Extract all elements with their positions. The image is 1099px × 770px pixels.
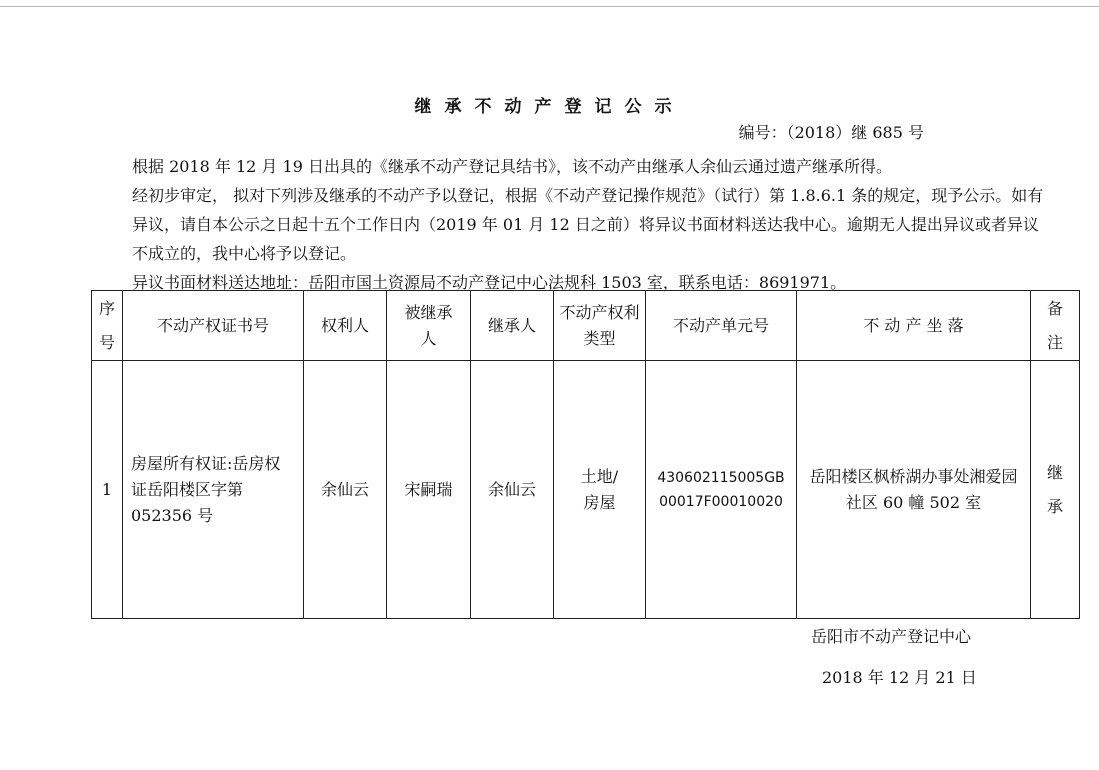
signing-date: 2018 年 12 月 21 日 (822, 668, 977, 687)
header-owner: 权利人 (304, 291, 387, 361)
document-number: 编号：（2018）继 685 号 (738, 123, 924, 142)
paragraph-text: 根据 2018 年 12 月 19 日出具的《继承不动产登记具结书》，该不动产由继承人余仙云通过遗产继承所得。 (132, 157, 892, 176)
cell-heir: 余仙云 (471, 361, 554, 619)
registration-table (91, 290, 1080, 619)
cell-seq: 1 (92, 361, 123, 619)
header-cert-no: 不动产权证书号 (123, 291, 304, 361)
top-scan-rule (0, 6, 1099, 7)
cell-location: 岳阳楼区枫桥湖办事处湘爱园社区 60 幢 502 室 (797, 361, 1031, 619)
table-row (92, 361, 1080, 619)
header-unit-no: 不动产单元号 (646, 291, 797, 361)
table-header-row (92, 291, 1080, 361)
paragraph-review (94, 181, 1054, 268)
header-remark: 备注 (1031, 291, 1080, 361)
paragraph-intro (94, 152, 1054, 181)
document-title: 继承不动产登记公示 (414, 97, 685, 117)
cell-cert-no: 房屋所有权证:岳房权证岳阳楼区字第 052356 号 (123, 361, 304, 619)
signing-organization: 岳阳市不动产登记中心 (811, 627, 972, 646)
cell-unit-no: 430602115005GB00017F00010020 (646, 361, 797, 619)
header-seq: 序号 (92, 291, 123, 361)
cell-decedent: 宋嗣瑞 (387, 361, 471, 619)
paragraph-text: 异议书面材料送达地址：岳阳市国土资源局不动产登记中心法规科 1503 室，联系电话：8691971。 (132, 273, 847, 292)
cell-right-type: 土地/房屋 (554, 361, 646, 619)
header-location: 不 动 产 坐 落 (797, 291, 1031, 361)
header-heir: 继承人 (471, 291, 554, 361)
paragraph-text: 经初步审定， 拟对下列涉及继承的不动产予以登记，根据《不动产登记操作规范》（试行）第 1.8.6.1 条的规定，现予公示。如有异议，请自本公示之日起十五个工作日内（2019 年 01 月 12 日之前）将异议书面材料送达我中心。逾期无人提出异议或者异议不成立的，我中心将予以登记。 (132, 186, 1044, 263)
header-decedent: 被继承人 (387, 291, 471, 361)
cell-remark: 继承 (1031, 361, 1080, 619)
header-right-type: 不动产权利类型 (554, 291, 646, 361)
cell-owner: 余仙云 (304, 361, 387, 619)
